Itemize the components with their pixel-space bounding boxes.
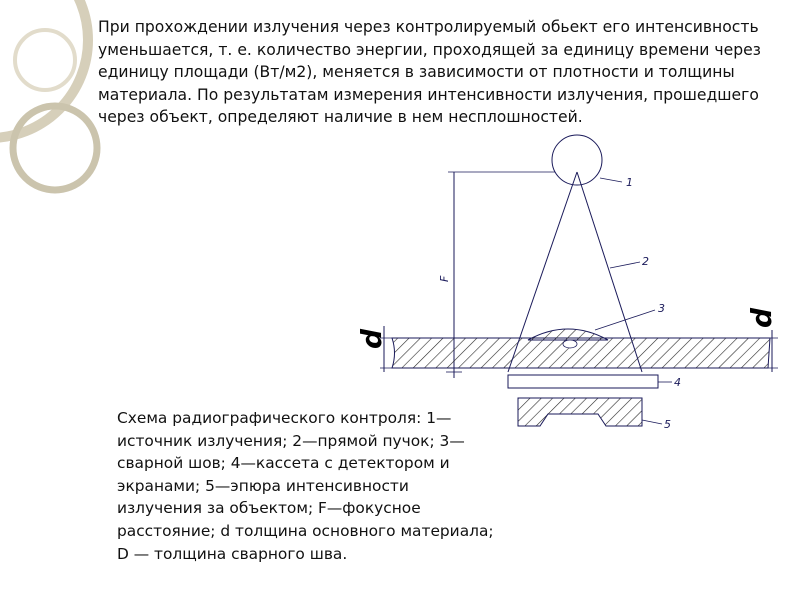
source-leader-line bbox=[600, 178, 622, 182]
thickness-label-right: d bbox=[745, 307, 778, 328]
focal-distance-label: F bbox=[438, 275, 451, 282]
weld-defect bbox=[563, 340, 577, 348]
weld-label: 3 bbox=[658, 302, 665, 315]
profile-leader-line bbox=[642, 420, 662, 424]
radiation-source bbox=[552, 135, 602, 185]
weld-seam bbox=[528, 329, 608, 340]
thickness-label-left: d bbox=[355, 328, 388, 349]
cassette-label: 4 bbox=[674, 376, 681, 389]
base-material-plate bbox=[392, 338, 770, 368]
slide-heading-text: При прохождении излучения через контролируемый обьект его интенсивность уменьшается, т. е. количество энергии, проходящей за единицу времени через единицу площади (Вт/м2), меняется в зависимости от плотности и толщины материала. По результатам измерения интенсивности излучения, прошедшего через объект, определяют наличие в нем несплошностей. bbox=[98, 18, 761, 126]
profile-label: 5 bbox=[664, 418, 671, 431]
source-label: 1 bbox=[626, 176, 633, 189]
beam-leader-line bbox=[610, 262, 640, 268]
detector-cassette bbox=[508, 375, 658, 388]
intensity-profile bbox=[518, 398, 642, 426]
diagram-caption: Схема радиографического контроля: 1— источник излучения; 2—прямой пучок; 3— сварной шов; 4—кассета с детектором и экранами; 5—эпюра интенсивности излучения за объектом; F—фокусное расстояние; d толщина основного материала; D — толщина сварного шва. bbox=[117, 409, 494, 563]
beam-label: 2 bbox=[642, 255, 649, 268]
